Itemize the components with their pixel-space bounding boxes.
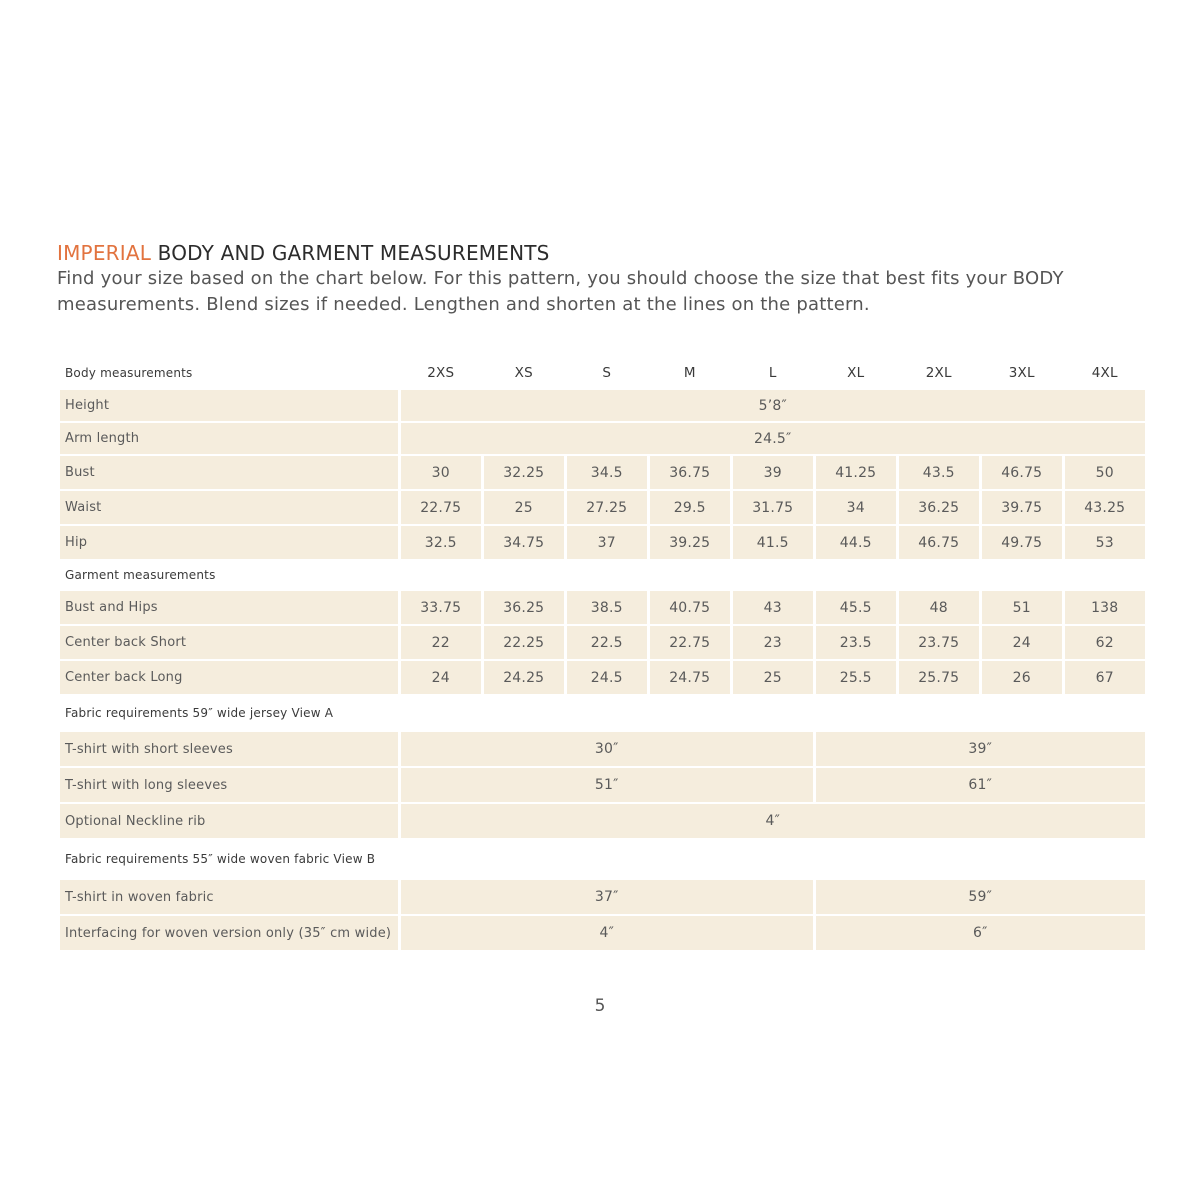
row-label-waist: Waist [60,491,398,524]
size-header: XL [847,364,865,381]
table-cell: 32.25 [484,456,565,489]
page-title [57,241,550,265]
tshirt-woven-large-value: 59″ [816,880,1146,914]
table-cell: 23.75 [899,626,980,659]
size-header: XS [514,364,533,381]
table-cell: 24 [982,626,1063,659]
interfacing-large-value: 6″ [816,916,1146,950]
table-cell: 46.75 [899,526,980,559]
table-cell: 29.5 [650,491,731,524]
table-cell: 24 [401,661,482,694]
size-header: 2XS [427,364,455,381]
intro-text [57,266,1147,318]
table-cell: 50 [1065,456,1146,489]
table-cell: 43.5 [899,456,980,489]
size-header: S [602,364,612,381]
table-cell: 39.25 [650,526,731,559]
table-cell: 53 [1065,526,1146,559]
fabric-view-a-header: Fabric requirements 59″ wide jersey View A [65,706,334,720]
intro-line-2: measurements. Blend sizes if needed. Lengthen and shorten at the lines on the pattern. [57,294,870,315]
table-cell: 41.25 [816,456,897,489]
row-label-center-back-short: Center back Short [60,626,398,659]
table-cell: 41.5 [733,526,814,559]
table-cell: 39.75 [982,491,1063,524]
row-label-bust: Bust [60,456,398,489]
row-label-center-back-long: Center back Long [60,661,398,694]
title-rest: BODY AND GARMENT MEASUREMENTS [157,241,550,265]
table-cell: 39 [733,456,814,489]
table-cell: 32.5 [401,526,482,559]
table-cell: 67 [1065,661,1146,694]
row-label-tshirt-short: T-shirt with short sleeves [60,732,398,766]
table-cell: 34 [816,491,897,524]
row-label-arm-length: Arm length [60,423,398,454]
table-cell: 37 [567,526,648,559]
row-label-interfacing: Interfacing for woven version only (35″ cm wide) [60,916,398,950]
table-cell: 25.5 [816,661,897,694]
table-cell: 34.75 [484,526,565,559]
table-cell: 48 [899,591,980,624]
tshirt-woven-small-value: 37″ [401,880,814,914]
body-measurements-header: Body measurements [65,365,193,380]
row-label-tshirt-long: T-shirt with long sleeves [60,768,398,802]
table-cell: 34.5 [567,456,648,489]
arm-length-value: 24.5″ [401,423,1146,454]
table-cell: 38.5 [567,591,648,624]
table-cell: 36.75 [650,456,731,489]
measurement-table [60,357,1139,950]
table-cell: 26 [982,661,1063,694]
table-cell: 25.75 [899,661,980,694]
size-header: L [768,364,777,381]
table-cell: 36.25 [484,591,565,624]
row-label-height: Height [60,390,398,421]
table-cell: 24.75 [650,661,731,694]
row-label-neckline: Optional Neckline rib [60,804,398,838]
table-cell: 138 [1065,591,1146,624]
table-cell: 33.75 [401,591,482,624]
interfacing-small-value: 4″ [401,916,814,950]
row-label-hip: Hip [60,526,398,559]
tshirt-short-large-value: 39″ [816,732,1146,766]
row-label-tshirt-woven: T-shirt in woven fabric [60,880,398,914]
tshirt-short-small-value: 30″ [401,732,814,766]
table-cell: 22.25 [484,626,565,659]
size-header: 4XL [1091,364,1118,381]
tshirt-long-small-value: 51″ [401,768,814,802]
table-cell: 43 [733,591,814,624]
table-cell: 43.25 [1065,491,1146,524]
size-header: M [683,364,696,381]
table-cell: 22.75 [650,626,731,659]
table-cell: 51 [982,591,1063,624]
table-cell: 40.75 [650,591,731,624]
fabric-view-b-header: Fabric requirements 55″ wide woven fabric View B [65,852,376,866]
neckline-value: 4″ [401,804,1146,838]
table-cell: 31.75 [733,491,814,524]
size-header: 2XL [925,364,952,381]
page-number: 5 [594,996,606,1016]
table-cell: 27.25 [567,491,648,524]
table-cell: 22.75 [401,491,482,524]
tshirt-long-large-value: 61″ [816,768,1146,802]
table-cell: 44.5 [816,526,897,559]
table-cell: 30 [401,456,482,489]
table-cell: 25 [484,491,565,524]
table-cell: 45.5 [816,591,897,624]
table-cell: 23.5 [816,626,897,659]
intro-line-1: Find your size based on the chart below. For this pattern, you should choose the size that best fits your BODY [57,268,1064,289]
table-cell: 36.25 [899,491,980,524]
garment-measurements-header: Garment measurements [65,568,216,582]
table-cell: 22.5 [567,626,648,659]
table-cell: 62 [1065,626,1146,659]
size-header: 3XL [1008,364,1035,381]
row-label-bust-hips: Bust and Hips [60,591,398,624]
table-cell: 24.5 [567,661,648,694]
table-cell: 24.25 [484,661,565,694]
table-cell: 25 [733,661,814,694]
table-cell: 22 [401,626,482,659]
table-cell: 46.75 [982,456,1063,489]
table-cell: 23 [733,626,814,659]
table-cell: 49.75 [982,526,1063,559]
title-accent: IMPERIAL [57,241,152,265]
height-value: 5’8″ [401,390,1146,421]
